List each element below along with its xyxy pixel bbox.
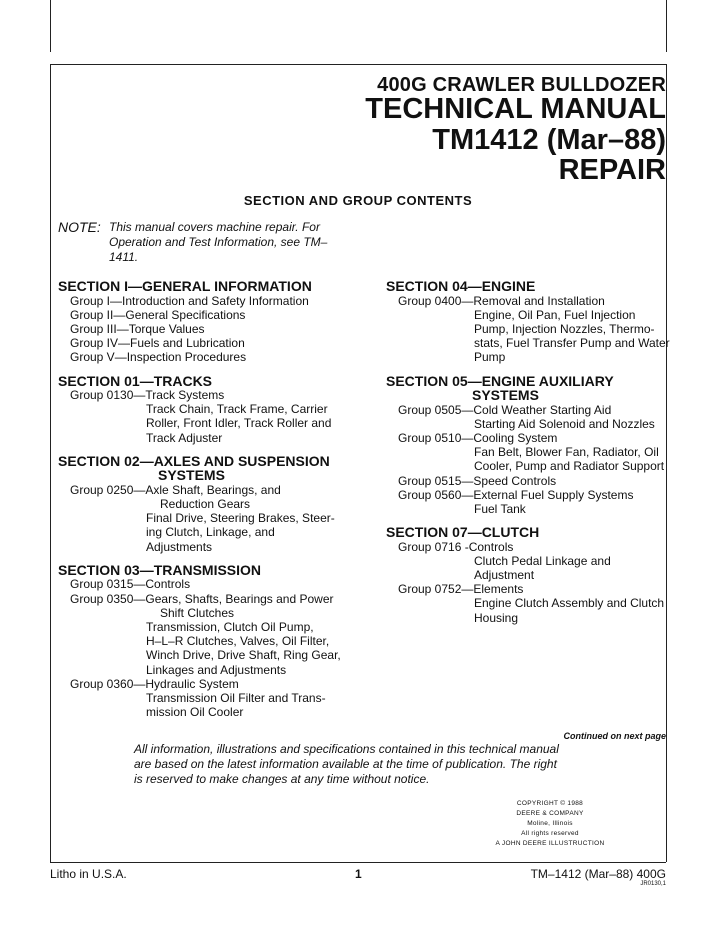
section-title: SECTION I—GENERAL INFORMATION	[58, 278, 312, 294]
group-text: Inspection Procedures	[126, 350, 247, 365]
group-detail: Final Drive, Steering Brakes, Steer-	[146, 511, 335, 526]
group-label: Group II—	[70, 307, 126, 322]
group-label: Group 0515—	[398, 473, 474, 488]
disclaimer-line: All information, illustrations and specifications contained in this technical manual	[134, 742, 559, 756]
group-row	[386, 431, 671, 445]
group-text: Fuels and Lubrication	[130, 336, 245, 351]
group-text: Introduction and Safety Information	[122, 293, 309, 308]
group-label: Group V—	[70, 350, 127, 365]
top-right-rule	[666, 0, 667, 52]
footer-right: TM–1412 (Mar–88) 400G	[530, 867, 666, 881]
copyright-line: Moline, Illinois	[527, 820, 573, 827]
group-detail: Pump	[474, 350, 506, 365]
page-number: 1	[355, 867, 362, 881]
group-detail: Housing	[474, 610, 519, 625]
footer-left: Litho in U.S.A.	[50, 867, 127, 881]
manual-subject: 400G CRAWLER BULLDOZER	[377, 74, 666, 96]
group-text: Elements	[473, 582, 524, 597]
section-title: SECTION 05—ENGINE AUXILIARY	[386, 372, 614, 389]
group-detail: Cooler, Pump and Radiator Support	[474, 459, 665, 474]
group-label: Group 0360—	[70, 676, 146, 691]
group-text: Cold Weather Starting Aid	[473, 402, 612, 417]
group-detail: ing Clutch, Linkage, and	[146, 525, 275, 540]
note-line: This manual covers machine repair. For	[109, 220, 320, 234]
disclaimer	[134, 742, 604, 787]
group-row	[58, 592, 348, 606]
note-block	[58, 220, 358, 265]
section-title: SECTION 02—AXLES AND SUSPENSION	[58, 452, 330, 469]
group-text: Gears, Shafts, Bearings and Power	[145, 591, 334, 606]
group-detail: Roller, Front Idler, Track Roller and	[146, 416, 332, 431]
group-detail: Starting Aid Solenoid and Nozzles	[474, 416, 655, 431]
right-column	[386, 279, 671, 625]
top-left-rule	[50, 0, 51, 52]
group-row	[386, 294, 671, 308]
group-detail: Clutch Pedal Linkage and	[474, 553, 611, 568]
group-text: General Specifications	[125, 307, 246, 322]
group-detail: Transmission Oil Filter and Trans-	[146, 690, 326, 705]
continued-note: Continued on next page	[563, 731, 666, 741]
group-detail: Transmission, Clutch Oil Pump,	[146, 619, 314, 634]
group-detail: Engine Clutch Assembly and Clutch	[474, 596, 665, 611]
group-row	[58, 308, 348, 322]
group-label: Group 0560—	[398, 487, 474, 502]
section-title-cont: SYSTEMS	[472, 387, 539, 404]
group-label: Group 0130—	[70, 388, 146, 403]
group-detail: mission Oil Cooler	[146, 705, 244, 720]
copyright-line: A JOHN DEERE ILLUSTRUCTION	[495, 840, 605, 847]
group-text: Track Systems	[145, 388, 225, 403]
group-label: Group IV—	[70, 336, 131, 351]
contents-heading: SECTION AND GROUP CONTENTS	[243, 193, 473, 208]
group-row	[386, 488, 671, 502]
group-detail: Pump, Injection Nozzles, Thermo-	[474, 321, 655, 336]
group-detail: Fuel Tank	[474, 501, 526, 516]
group-label: Group 0350—	[70, 591, 146, 606]
group-label: Group 0250—	[70, 482, 146, 497]
group-text: Cooling System	[473, 430, 558, 445]
group-detail: Shift Clutches	[160, 605, 235, 620]
group-row	[58, 294, 348, 308]
group-text: Torque Values	[128, 321, 205, 336]
section-title: SECTION 04—ENGINE	[386, 278, 536, 294]
group-label: Group 0315—	[70, 577, 146, 592]
group-row	[58, 388, 348, 402]
group-detail: Adjustments	[146, 539, 213, 554]
manual-category: REPAIR	[558, 154, 666, 186]
copyright-line: DEERE & COMPANY	[516, 810, 584, 817]
group-detail: Engine, Oil Pan, Fuel Injection	[474, 307, 636, 322]
group-label: Group 0716	[398, 539, 465, 554]
note-label: NOTE:	[58, 219, 101, 235]
copyright-block	[480, 799, 620, 849]
group-detail: Winch Drive, Drive Shaft, Ring Gear,	[146, 648, 341, 663]
frame-left-rule	[50, 64, 51, 862]
group-row	[386, 582, 671, 596]
left-column	[58, 279, 348, 719]
group-row	[58, 336, 348, 350]
manual-type: TECHNICAL MANUAL	[365, 93, 666, 125]
group-text: Speed Controls	[473, 473, 557, 488]
group-row	[386, 403, 671, 417]
section-title: SECTION 03—TRANSMISSION	[58, 561, 262, 578]
disclaimer-line: are based on the latest information available at the time of publication. The right	[134, 757, 557, 771]
manual-number: TM1412 (Mar–88)	[432, 124, 666, 156]
group-row	[58, 350, 348, 364]
group-row	[58, 322, 348, 336]
section-title-cont: SYSTEMS	[158, 467, 225, 484]
group-row	[58, 577, 348, 591]
group-label: Group 0505—	[398, 402, 474, 417]
group-row	[58, 677, 348, 691]
group-text: Axle Shaft, Bearings, and	[145, 482, 281, 497]
group-text: External Fuel Supply Systems	[473, 487, 634, 502]
group-detail: H–L–R Clutches, Valves, Oil Filter,	[146, 634, 330, 649]
group-row	[58, 483, 348, 497]
note-line: 1411.	[109, 250, 139, 264]
frame-bottom-rule	[50, 862, 666, 863]
group-label: Group III—	[70, 321, 129, 336]
group-text: -Controls	[464, 539, 514, 554]
group-label: Group 0400—	[398, 293, 474, 308]
copyright-line: COPYRIGHT © 1988	[516, 800, 584, 807]
note-line: Operation and Test Information, see TM–	[109, 235, 328, 249]
group-detail: Linkages and Adjustments	[146, 662, 287, 677]
group-label: Group 0752—	[398, 582, 474, 597]
disclaimer-line: is reserved to make changes at any time without notice.	[134, 772, 430, 786]
group-label: Group I—	[70, 293, 123, 308]
copyright-line: All rights reserved	[521, 830, 579, 837]
group-detail: Adjustment	[474, 568, 535, 583]
group-text: Hydraulic System	[145, 676, 239, 691]
section-title: SECTION 07—CLUTCH	[386, 524, 540, 541]
group-detail: Track Chain, Track Frame, Carrier	[146, 402, 328, 417]
group-detail: stats, Fuel Transfer Pump and Water	[474, 336, 670, 351]
group-text: Controls	[145, 577, 191, 592]
section-title: SECTION 01—TRACKS	[58, 372, 213, 389]
frame-top-rule	[50, 64, 666, 65]
group-detail: Reduction Gears	[160, 497, 251, 512]
group-row	[386, 474, 671, 488]
group-detail: Track Adjuster	[146, 430, 223, 445]
group-detail: Fan Belt, Blower Fan, Radiator, Oil	[474, 445, 659, 460]
group-row	[386, 540, 671, 554]
group-label: Group 0510—	[398, 430, 474, 445]
footer-code: JR0130,1	[640, 881, 666, 887]
group-text: Removal and Installation	[473, 293, 605, 308]
